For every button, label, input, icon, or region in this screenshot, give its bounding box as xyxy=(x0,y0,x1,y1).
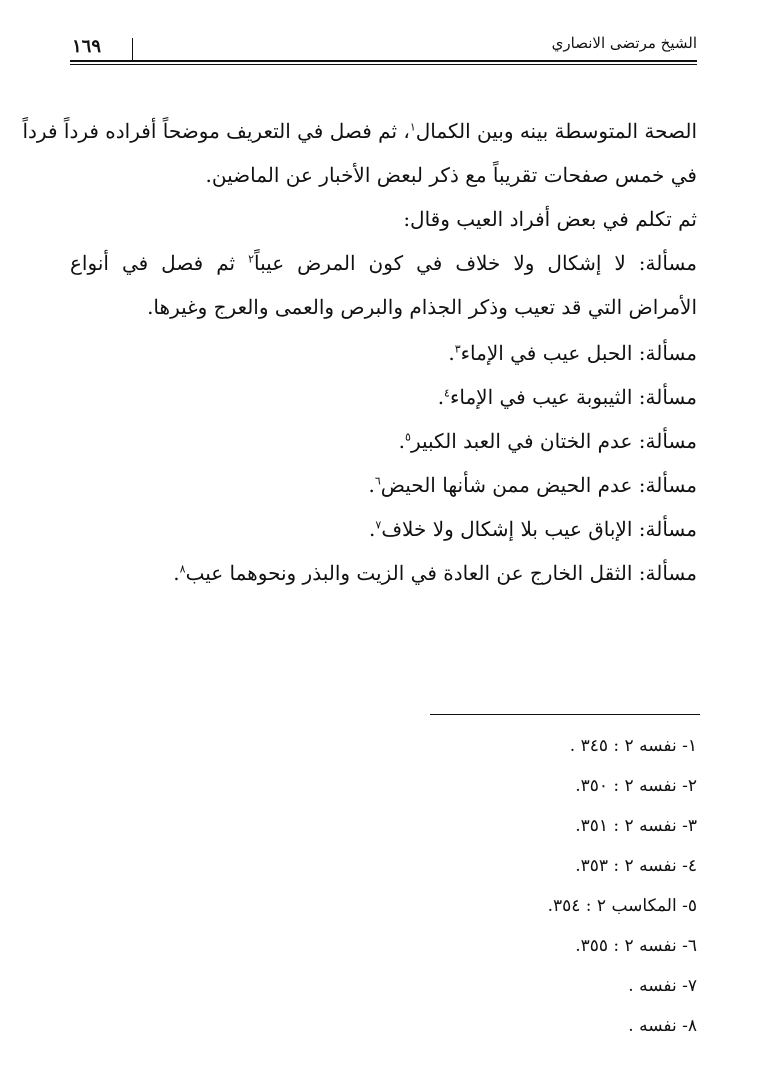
issue-item xyxy=(448,340,697,366)
footnote-ref: ١ xyxy=(409,120,416,134)
footnote-ref: ٦ xyxy=(374,474,381,488)
body-text: ، ثم فصل في التعريف موضحاً أفراده فرداً فرداً xyxy=(22,119,410,143)
issue-text: مسألة: الثيبوبة عيب في الإماء xyxy=(449,385,697,409)
issue-text: مسألة: الثقل الخارج عن العادة في الزيت والبذر ونحوهما عيب xyxy=(185,561,697,585)
issue-punct: . xyxy=(437,385,445,409)
page-number: ١٦٩ xyxy=(72,36,102,57)
body-line-1 xyxy=(22,118,697,144)
header-rule-thin xyxy=(70,64,697,65)
footnote-5: ٥- المكاسب ٢ : ٣٥٤. xyxy=(547,896,697,916)
footnote-ref: ٨ xyxy=(179,562,186,576)
body-text: الصحة المتوسطة بينه وبين الكمال xyxy=(415,119,697,143)
body-line-5: الأمراض التي قد تعيب وذكر الجذام والبرص والعمى والعرج وغيرها. xyxy=(147,295,697,319)
running-header-title: الشيخ مرتضى الانصاري xyxy=(551,34,697,52)
footnote-ref: ٧ xyxy=(375,518,382,532)
footnote-ref: ٢ xyxy=(248,252,255,266)
body-text: ثم فصل في أنواع xyxy=(70,251,249,275)
footnote-ref: ٣ xyxy=(454,342,461,356)
issue-punct: . xyxy=(398,429,406,453)
issue-item xyxy=(368,472,697,498)
footnote-2: ٢- نفسه ٢ : ٣٥٠. xyxy=(575,776,697,796)
footnote-7: ٧- نفسه . xyxy=(628,976,697,996)
issue-punct: . xyxy=(448,341,455,365)
issue-text: مسألة: الحبل عيب في الإماء xyxy=(460,341,697,365)
issue-punct: . xyxy=(173,561,180,585)
header-tick-divider xyxy=(132,38,133,62)
issue-text: مسألة: عدم الحيض ممن شأنها الحيض xyxy=(380,473,697,497)
footnote-ref: ٤ xyxy=(444,386,450,400)
header-rule xyxy=(70,60,697,62)
body-line-3: ثم تكلم في بعض أفراد العيب وقال: xyxy=(403,207,697,231)
issue-item xyxy=(369,516,697,542)
issue-text: مسألة: عدم الختان في العبد الكبير xyxy=(410,429,697,453)
footnote-3: ٣- نفسه ٢ : ٣٥١. xyxy=(575,816,697,836)
issue-item xyxy=(438,384,697,410)
issue-item xyxy=(399,428,697,454)
footnote-ref: ٥ xyxy=(405,430,411,444)
body-line-2: في خمس صفحات تقريباً مع ذكر لبعض الأخبار عن الماضين. xyxy=(205,163,697,187)
footnote-separator xyxy=(430,714,700,715)
footnote-1: ١- نفسه ٢ : ٣٤٥ . xyxy=(569,736,697,756)
issue-text: مسألة: الإباق عيب بلا إشكال ولا خلاف xyxy=(381,517,697,541)
body-line-4 xyxy=(70,250,697,276)
footnote-4: ٤- نفسه ٢ : ٣٥٣. xyxy=(575,856,697,876)
footnote-8: ٨- نفسه . xyxy=(628,1016,697,1036)
footnote-6: ٦- نفسه ٢ : ٣٥٥. xyxy=(575,936,697,956)
issue-punct: . xyxy=(369,517,376,541)
body-text: مسألة: لا إشكال ولا خلاف في كون المرض عيباً xyxy=(254,251,697,275)
issue-punct: . xyxy=(368,473,375,497)
issue-item xyxy=(173,560,697,586)
